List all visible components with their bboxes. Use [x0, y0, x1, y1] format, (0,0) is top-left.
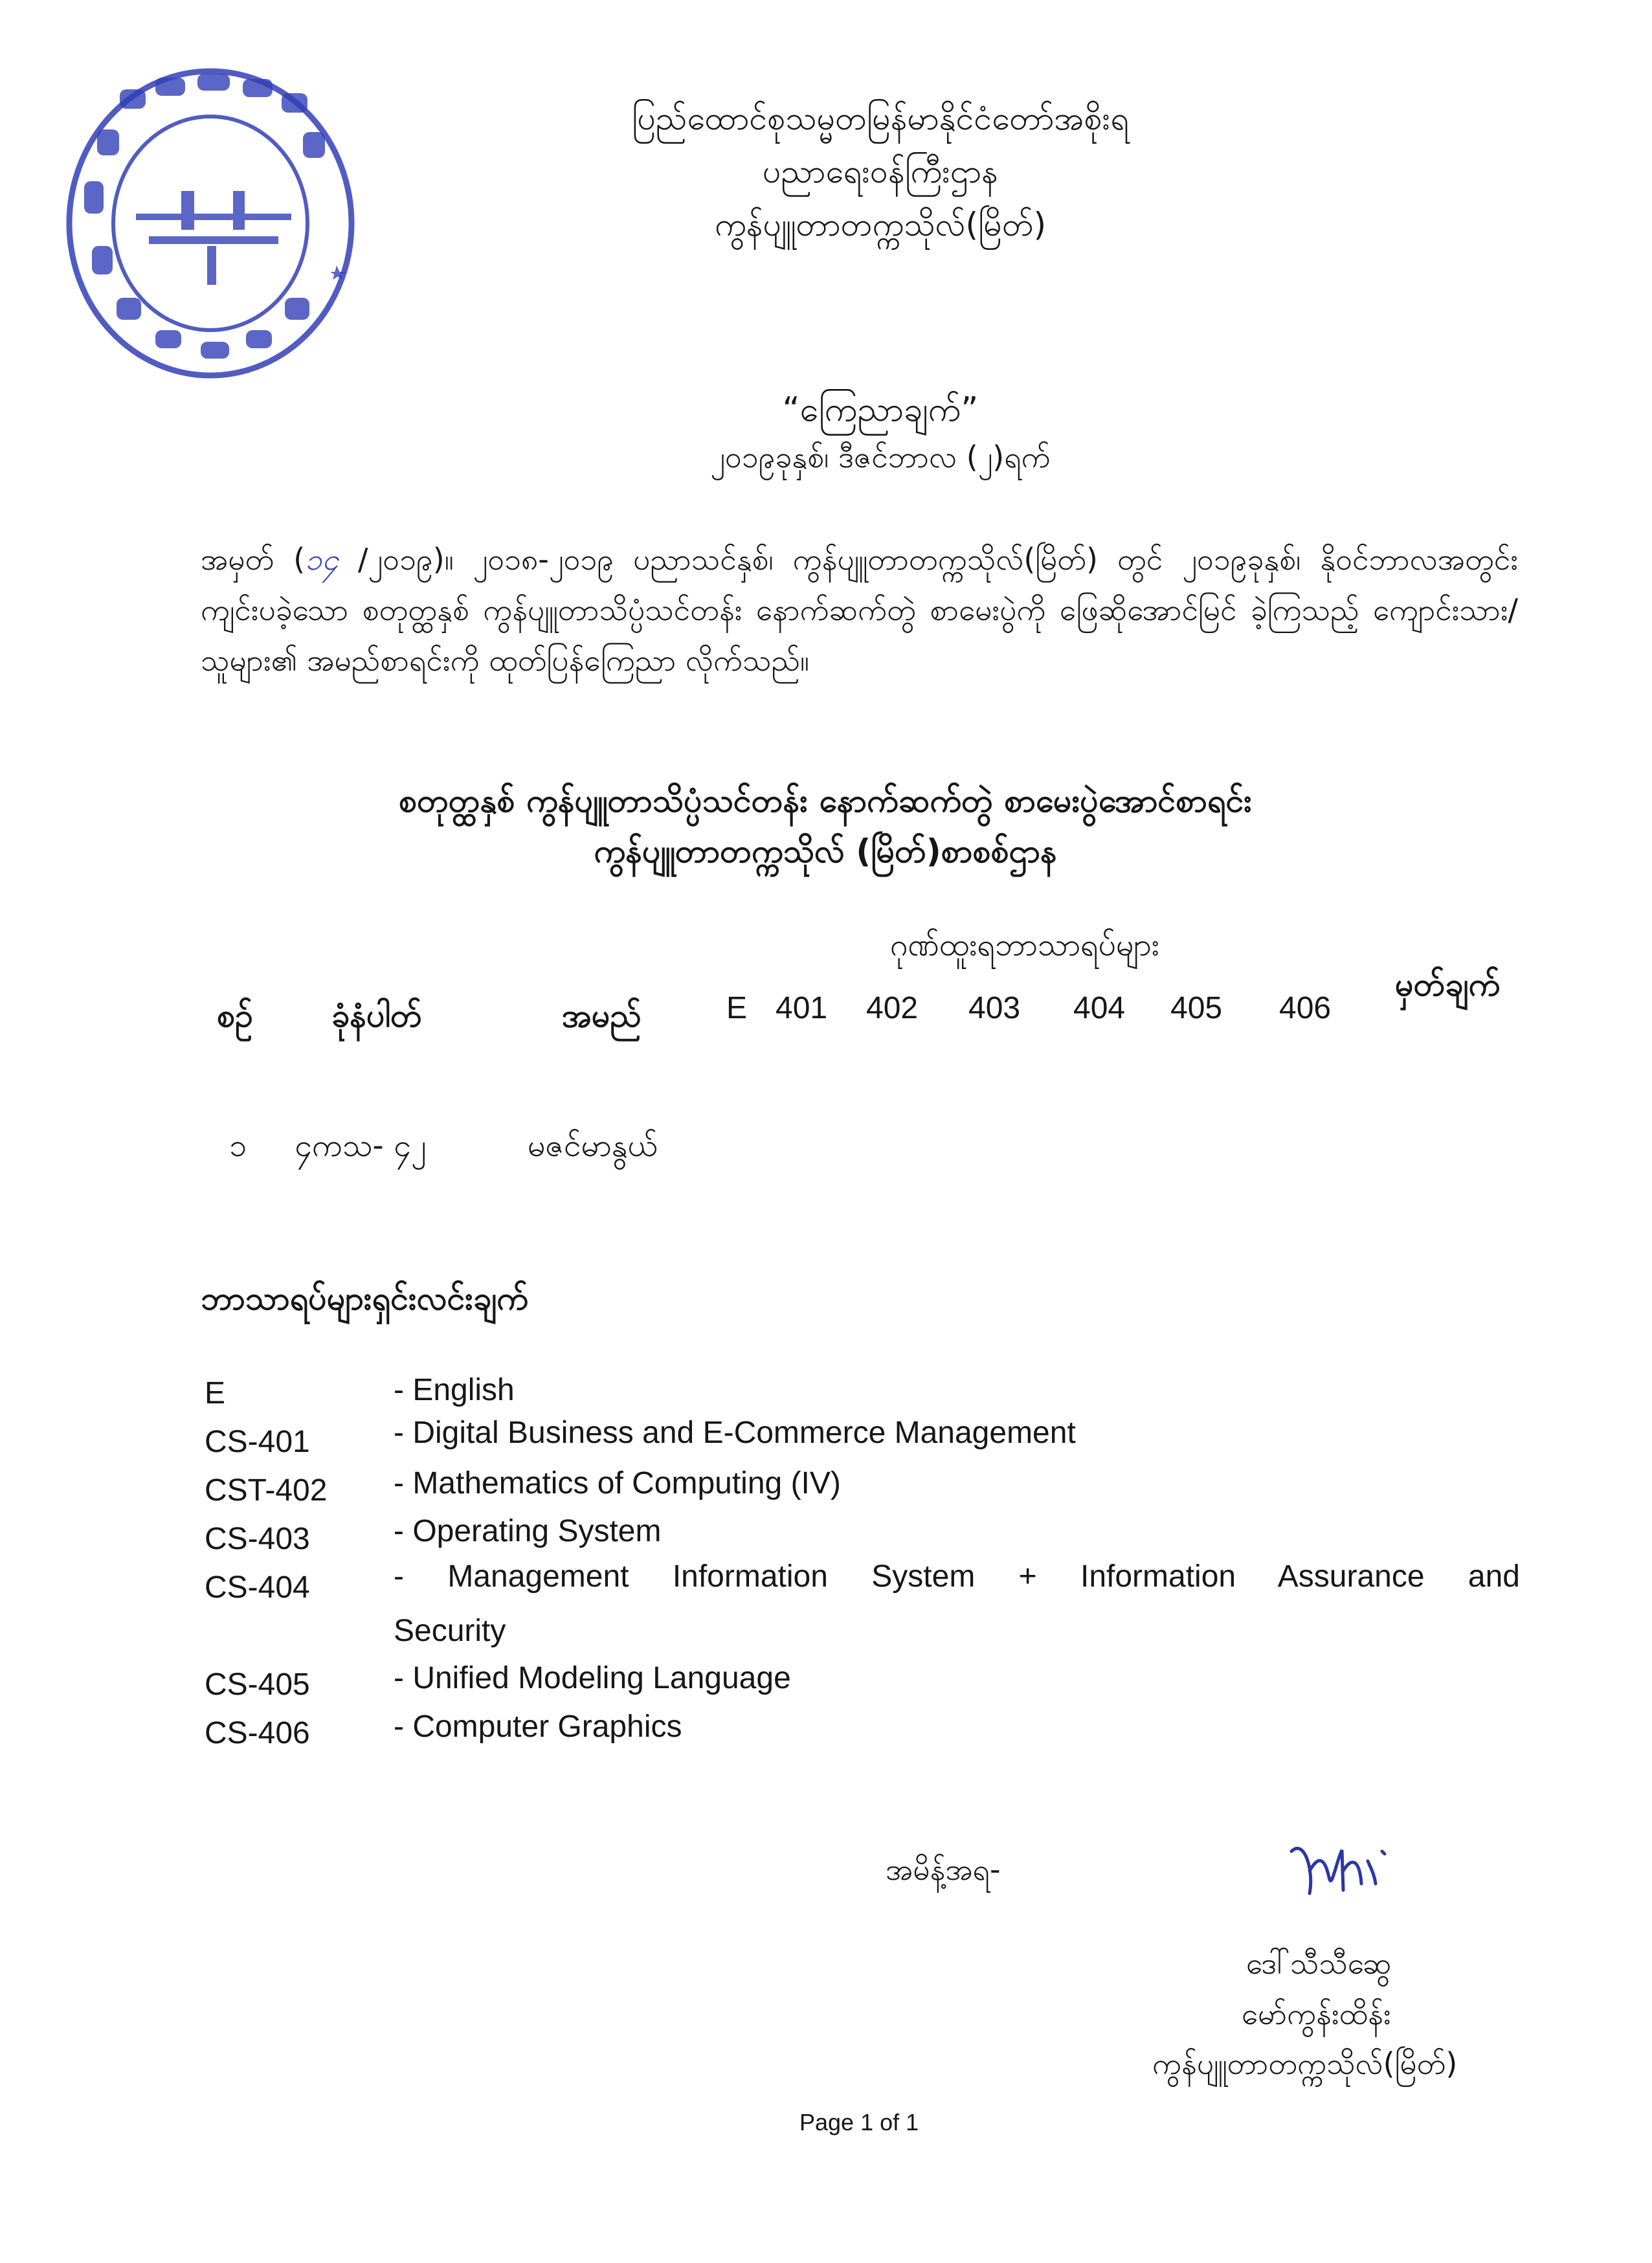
- subject-desc-401: - Digital Business and E-Commerce Management: [394, 1416, 1076, 1450]
- subject-code-406: CS-406: [205, 1716, 310, 1750]
- university-name: ကွန်ပျူတာတက္ကသိုလ်(မြိတ်): [714, 206, 1047, 243]
- subject-code-404: CS-404: [205, 1570, 310, 1605]
- subject-code-E: E: [205, 1376, 226, 1410]
- page-number: Page 1 of 1: [799, 2109, 919, 2135]
- announcement-date: ၂၀၁၉ခုနှစ်၊ ဒီဇင်ဘာလ (၂)ရက်: [710, 440, 1051, 474]
- announcement-body: [201, 534, 1518, 686]
- subject-code-405: CS-405: [205, 1667, 310, 1702]
- subject-desc-404: - Management Information System + Information Assurance and: [394, 1559, 1520, 1594]
- col-header-roll-number: ခုံနံပါတ်: [331, 997, 422, 1034]
- handwritten-signature: [1278, 1832, 1421, 1903]
- subject-desc-E: - English: [394, 1373, 515, 1407]
- ministry-name: ပညာရေးဝန်ကြီးဌာန: [762, 153, 999, 190]
- row-1-serial: ၁: [229, 1128, 247, 1164]
- col-header-403: 403: [968, 991, 1021, 1025]
- announcement-title: “ကြေညာချက်”: [782, 390, 979, 429]
- signatory-position: မော်ကွန်းထိန်း: [1242, 1996, 1391, 2031]
- section-title-line2: ကွန်ပျူတာတက္ကသိုလ် (မြိတ်)စာစစ်ဌာန: [594, 832, 1057, 870]
- subject-code-403: CS-403: [205, 1522, 310, 1556]
- subject-desc-406: - Computer Graphics: [394, 1710, 682, 1744]
- reference-prefix: အမှတ် (: [201, 542, 306, 577]
- honours-subjects-header: ဂုဏ်ထူးရဘာသာရပ်များ: [890, 927, 1159, 963]
- reference-number: ၁၄: [305, 542, 339, 577]
- row-1-name: မဇင်မာနွယ်: [528, 1128, 658, 1164]
- body-text: ၂၀၁၈-၂၀၁၉ ပညာသင်နှစ်၊ ကွန်ပျူတာတက္ကသိုလ်(မြိတ်) တွင် ၂၀၁၉ခုနှစ်၊ နိုဝင်ဘာလအတွင်း ကျင်းပခဲ့သော စတုတ္ထနှစ် ကွန်ပျူတာသိပ္ပံသင်တန်း နောက်ဆက်တွဲ စာမေးပွဲကို ဖြေဆိုအောင်မြင် ခဲ့ကြသည့် ကျောင်းသား/သူများ၏ အမည်စာရင်းကို ထုတ်ပြန်ကြေညာ လိုက်သည်။: [201, 542, 1518, 678]
- col-header-E: E: [726, 991, 748, 1025]
- col-header-serial: စဉ်: [217, 997, 253, 1034]
- by-order-label: အမိန့်အရ-: [886, 1852, 1001, 1887]
- subject-desc-404-cont: Security: [394, 1614, 506, 1648]
- col-header-401: 401: [776, 991, 828, 1025]
- row-1-roll-number: ၄ကသ- ၄၂: [295, 1128, 427, 1164]
- signatory-organization: ကွန်ပျူတာတက္ကသိုလ်(မြိတ်): [1152, 2046, 1458, 2081]
- col-header-405: 405: [1170, 991, 1223, 1025]
- section-title-line1: စတုတ္ထနှစ် ကွန်ပျူတာသိပ္ပံသင်တန်း နောက်ဆက်တွဲ စာမေးပွဲအောင်စာရင်း: [399, 782, 1252, 819]
- signatory-name: ဒေါ်သီသီဆွေ: [1246, 1946, 1392, 1981]
- col-header-remark: မှတ်ချက်: [1395, 966, 1501, 1003]
- col-header-404: 404: [1073, 991, 1126, 1025]
- col-header-name: အမည်: [562, 997, 642, 1034]
- subject-desc-405: - Unified Modeling Language: [394, 1661, 791, 1695]
- subject-legend-title: ဘာသာရပ်များရှင်းလင်းချက်: [201, 1280, 528, 1317]
- subject-desc-402: - Mathematics of Computing (IV): [394, 1466, 841, 1500]
- reference-suffix: /၂၀၁၉)။: [339, 542, 454, 577]
- subject-desc-403: - Operating System: [394, 1514, 662, 1548]
- col-header-406: 406: [1279, 991, 1332, 1025]
- subject-code-402: CST-402: [205, 1473, 328, 1508]
- official-seal-stamp: [58, 52, 363, 388]
- government-name: ပြည်ထောင်စုသမ္မတမြန်မာနိုင်ငံတော်အစိုးရ: [632, 100, 1129, 137]
- subject-code-401: CS-401: [205, 1425, 310, 1459]
- col-header-402: 402: [866, 991, 919, 1025]
